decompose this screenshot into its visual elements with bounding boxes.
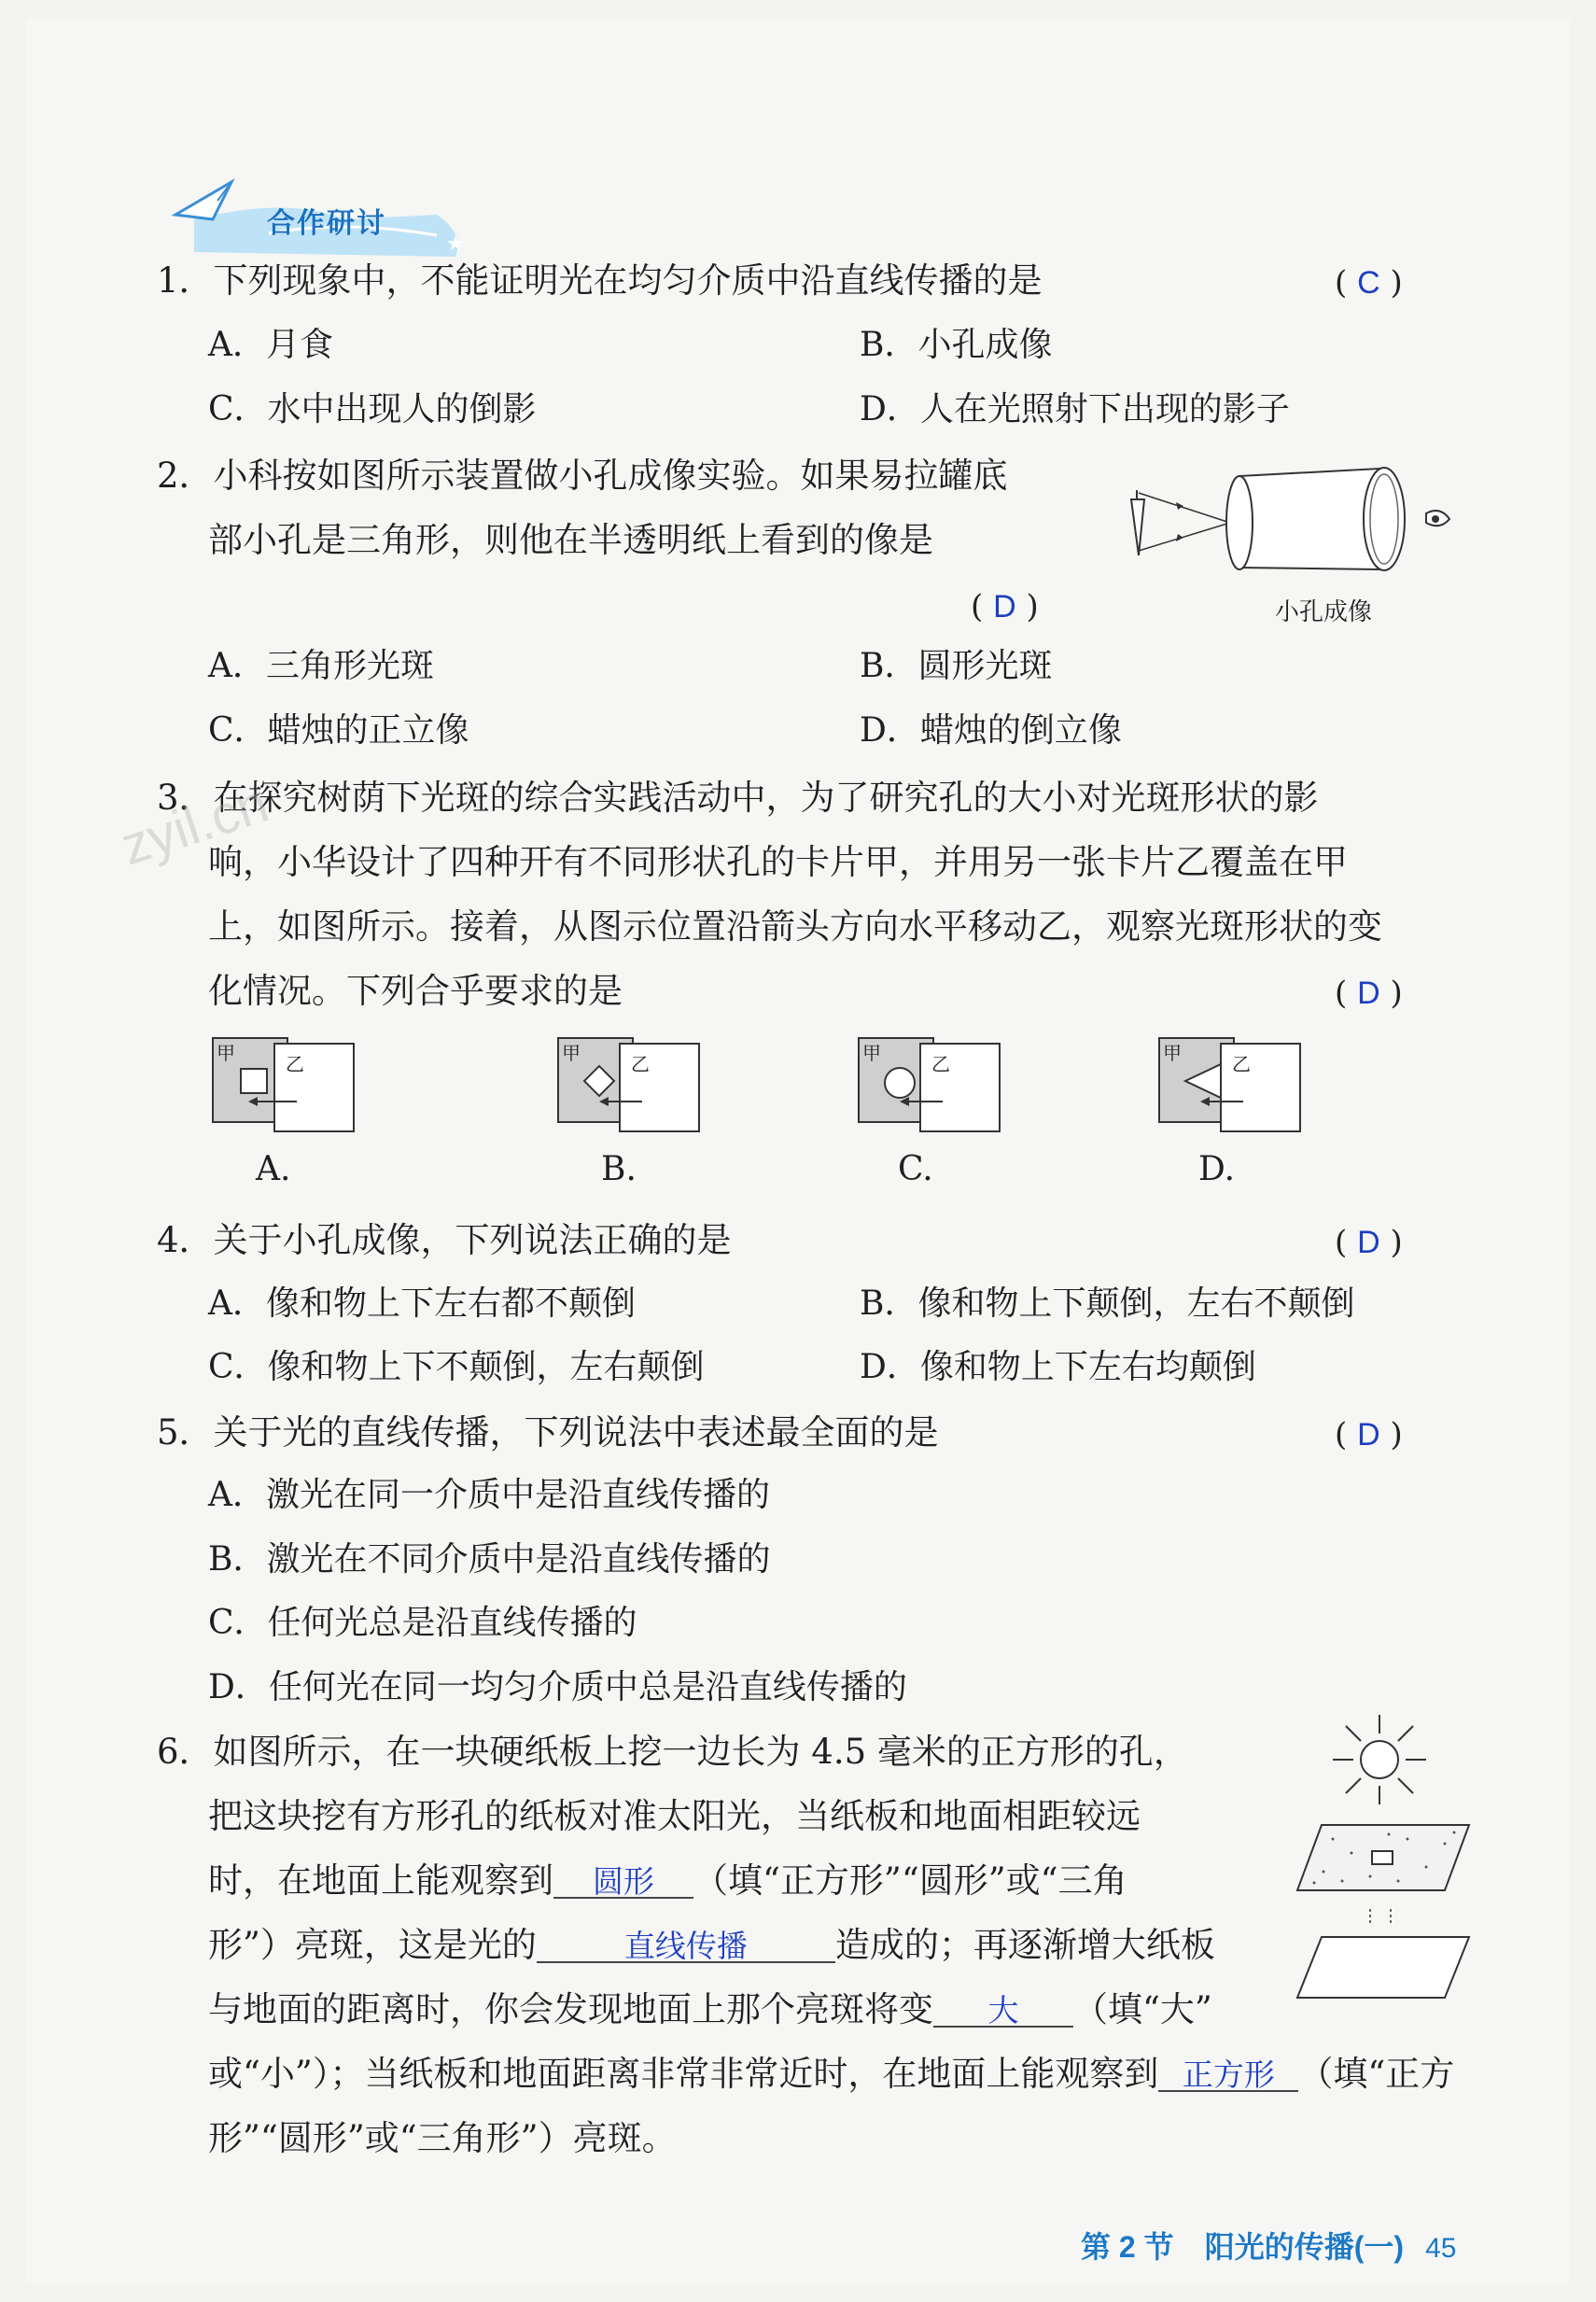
q6-line4 [208,1925,1215,1965]
q1-option-a: A．月食 [208,326,333,364]
q5-option-b: B．激光在不同介质中是沿直线传播的 [208,1540,771,1579]
circle-hole-icon [885,1068,915,1098]
q6-line2: 把这块挖有方形孔的纸板对准太阳光，当纸板和地面相距较远 [208,1796,1141,1836]
q3-answer-paren: ( D ) [1335,975,1403,1012]
card-jia-label: 甲 [217,1042,235,1064]
pinhole-camera-diagram [1118,448,1482,579]
footer [1081,2224,1456,2267]
q2-option-c: C．蜡烛的正立像 [208,711,469,750]
card-figure-b [556,1036,706,1204]
q5-option-c: C．任何光总是沿直线传播的 [208,1604,637,1642]
q1-stem: 1．下列现象中，不能证明光在均匀介质中沿直线传播的是 [157,260,1043,301]
footer-section: 第 2 节 [1081,2230,1174,2264]
q6-line5 [208,1989,1212,2029]
workbook-page [26,19,1570,2283]
q6-line6 [208,2056,1454,2092]
card-figure-label: D. [1198,1150,1236,1188]
q6-blank2: 直线传播 [537,1930,835,1963]
watermark: zyil.cn [113,772,276,877]
svg-text:★: ★ [446,232,465,256]
q4-answer-paren: ( D ) [1335,1224,1403,1261]
page-number: 45 [1425,2233,1457,2264]
q2-answer-paren: ( D ) [971,588,1039,625]
card-yi-label: 乙 [1232,1053,1251,1075]
card-figure-label: A. [256,1150,291,1188]
q1-option-b: B．小孔成像 [860,326,1053,364]
q3-answer: D [1357,976,1380,1011]
q5-stem: 5．关于光的直线传播，下列说法中表述最全面的是 [157,1412,939,1453]
q6-blank1: 圆形 [553,1866,693,1899]
card-figure-c [857,1036,1006,1204]
q6-blank4: 正方形 [1158,2059,1298,2092]
q2-option-d: D．蜡烛的倒立像 [860,711,1122,750]
q1-option-d: D．人在光照射下出现的影子 [860,390,1290,428]
q5-option-d: D．任何光在同一均匀介质中总是沿直线传播的 [208,1668,907,1706]
card-figure-a [211,1036,360,1204]
q3-line3: 上，如图所示。接着，从图示位置沿箭头方向水平移动乙，观察光斑形状的变 [208,906,1382,947]
q5-option-a: A．激光在同一介质中是沿直线传播的 [208,1476,770,1514]
q2-option-b: B．圆形光斑 [860,647,1053,685]
card-jia-label: 甲 [1163,1042,1182,1064]
q4-stem: 4．关于小孔成像，下列说法正确的是 [157,1220,732,1260]
footer-title: 阳光的传播(一) [1204,2230,1405,2264]
q4-option-a: A．像和物上下左右都不颠倒 [208,1284,636,1323]
q1-answer-paren: ( C ) [1335,264,1403,302]
q4-option-d: D．像和物上下左右均颠倒 [860,1348,1256,1386]
q3-line2: 响，小华设计了四种开有不同形状孔的卡片甲，并用另一张卡片乙覆盖在甲 [208,842,1348,882]
q4-option-b: B．像和物上下颠倒，左右不颠倒 [860,1284,1355,1323]
q6-line7: 形”“圆形”或“三角形”）亮斑。 [208,2118,677,2158]
q6-line6-a: 或“小”）；当纸板和地面距离非常非常近时，在地面上能观察到 [208,2054,1159,2094]
card-jia-label: 甲 [862,1042,881,1064]
card-figure-label: B. [601,1150,637,1188]
q6-line3 [208,1860,1127,1901]
sun-icon [1333,1715,1426,1804]
q6-line4-b: 造成的；再逐渐增大纸板 [834,1925,1215,1965]
q1-option-c: C．水中出现人的倒影 [208,390,537,428]
q2-answer: D [993,589,1016,625]
card-yi-label: 乙 [286,1053,304,1075]
sun-cardboard-figure [1286,1713,1473,2012]
q2-stem-line2: 部小孔是三角形，则他在半透明纸上看到的像是 [208,520,933,560]
q6-line1: 6．如图所示，在一块硬纸板上挖一边长为 4.5 毫米的正方形的孔， [157,1732,1188,1772]
card-figure-d [1157,1036,1307,1204]
section-header-label: 合作研讨 [267,207,386,240]
q3-line4: 化情况。下列合乎要求的是 [208,971,623,1011]
q5-answer-paren: ( D ) [1335,1416,1403,1453]
q4-answer: D [1357,1225,1380,1260]
card-yi-label: 乙 [631,1053,650,1075]
q1-answer: C [1357,265,1380,301]
pinhole-camera-figure [1118,448,1482,635]
section-header-badge [157,168,493,257]
card-yi-label: 乙 [931,1053,950,1075]
q6-line5-b: （填“大” [1073,1989,1212,2029]
q6-line4-a: 形”）亮斑，这是光的 [208,1925,537,1965]
square-hole-icon [1372,1851,1393,1864]
square-hole-icon [241,1069,267,1093]
q6-line5-a: 与地面的距离时，你会发现地面上那个亮斑将变 [208,1989,933,2029]
pinhole-figure-caption: 小孔成像 [1275,597,1373,625]
q5-answer: D [1357,1417,1380,1453]
q3-line1: 3．在探究树荫下光斑的综合实践活动中，为了研究孔的大小对光斑形状的影 [157,778,1319,818]
card-jia-label: 甲 [562,1042,581,1064]
q2-stem-line1: 2．小科按如图所示装置做小孔成像实验。如果易拉罐底 [157,456,1008,496]
card-figure-label: C. [898,1150,933,1188]
q6-line3-b: （填“正方形”“圆形”或“三角 [693,1860,1127,1901]
q2-option-a: A．三角形光斑 [208,647,434,685]
ground-plane [1297,1937,1469,1998]
q6-line3-a: 时，在地面上能观察到 [208,1860,553,1901]
q4-option-c: C．像和物上下不颠倒，左右颠倒 [208,1348,705,1386]
q6-blank3: 大 [933,1995,1073,2028]
q6-line6-b: （填“正方 [1298,2054,1455,2094]
